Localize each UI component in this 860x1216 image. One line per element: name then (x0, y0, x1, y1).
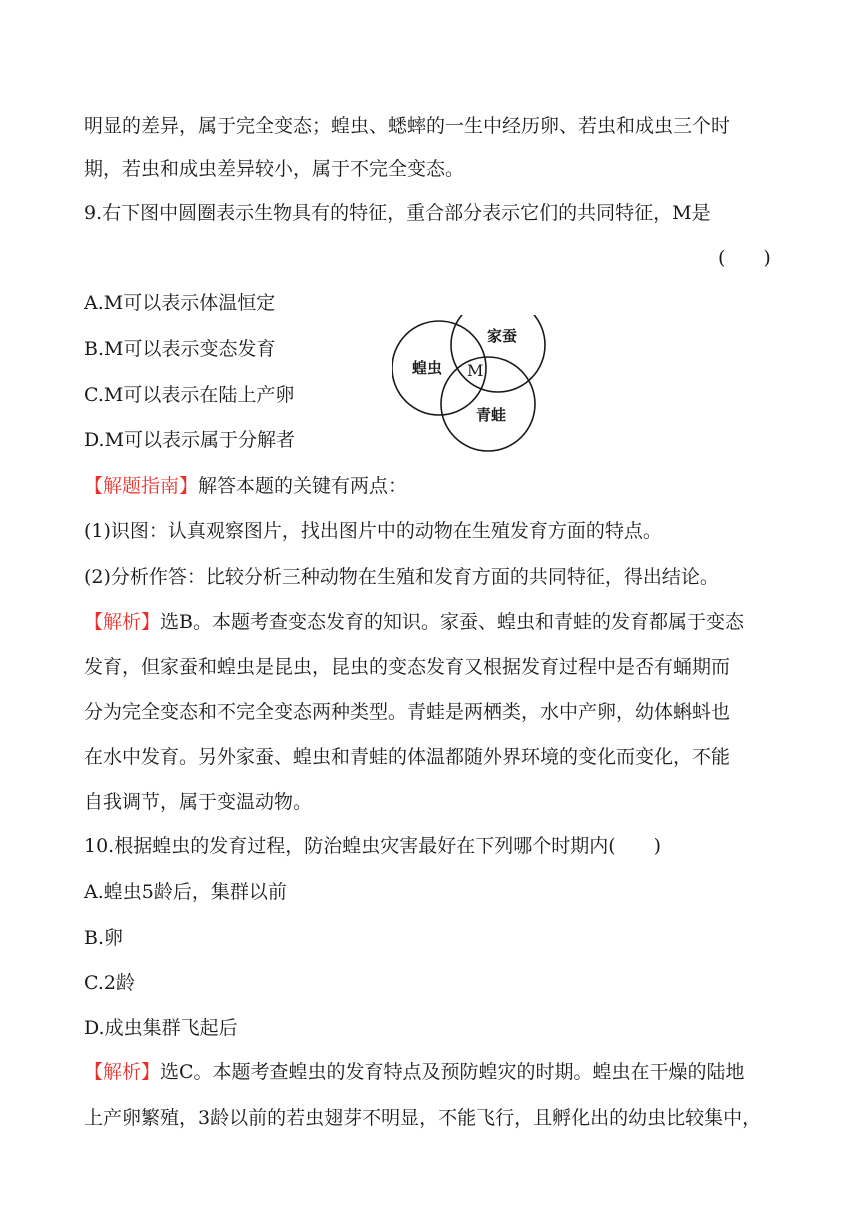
option-d: D.M可以表示属于分解者 (84, 429, 296, 451)
answer-paren: ( ) (718, 247, 771, 269)
guide-text: 解答本题的关键有两点： (198, 475, 408, 497)
option-b: B.卵 (84, 927, 124, 949)
analysis-tag: 【解析】 (84, 1061, 161, 1083)
frog-label: 青蛙 (476, 406, 507, 424)
text-line: 明显的差异，属于完全变态；蝗虫、蟋蟀的一生中经历卵、若虫和成虫三个时 (84, 115, 731, 137)
analysis-line (84, 1060, 745, 1084)
text-line: 期，若虫和成虫差异较小，属于不完全变态。 (84, 158, 465, 180)
question-10: 10.根据蝗虫的发育过程，防治蝗虫灾害最好在下列哪个时期内( ) (84, 835, 662, 857)
text-line: 在水中发育。另外家蚕、蝗虫和青蛙的体温都随外界环境的变化而变化，不能 (84, 746, 731, 768)
guide-tag: 【解题指南】 (84, 475, 199, 497)
analysis-tag: 【解析】 (84, 611, 161, 633)
analysis-text: 选C。本题考查蝗虫的发育特点及预防蝗灾的时期。蝗虫在干燥的陆地 (160, 1061, 745, 1083)
question-9: 9.右下图中圆圈表示生物具有的特征，重合部分表示它们的共同特征，M是 (84, 202, 711, 224)
text-line: 上产卵繁殖，3龄以前的若虫翅芽不明显，不能飞行，且孵化出的幼虫比较集中， (84, 1107, 762, 1129)
option-a: A.蝗虫5龄后，集群以前 (84, 881, 287, 903)
option-b: B.M可以表示变态发育 (84, 338, 276, 360)
silkworm-label: 家蚕 (487, 327, 518, 345)
option-d: D.成虫集群飞起后 (84, 1017, 238, 1039)
analysis-line (84, 610, 744, 634)
text-line: 发育，但家蚕和蝗虫是昆虫，昆虫的变态发育又根据发育过程中是否有蛹期而 (84, 656, 731, 678)
option-a: A.M可以表示体温恒定 (84, 292, 276, 314)
venn-diagram (392, 315, 552, 455)
option-c: C.M可以表示在陆上产卵 (84, 384, 295, 406)
frog-circle (441, 357, 535, 451)
text-line: (1)识图：认真观察图片，找出图片中的动物在生殖发育方面的特点。 (84, 520, 662, 542)
option-c: C.2龄 (84, 972, 135, 994)
text-line: (2)分析作答：比较分析三种动物在生殖和发育方面的共同特征，得出结论。 (84, 566, 719, 588)
center-label: M (467, 361, 484, 380)
text-line: 分为完全变态和不完全变态两种类型。青蛙是两栖类，水中产卵，幼体蝌蚪也 (84, 701, 731, 723)
guide-line (84, 474, 407, 498)
analysis-text: 选B。本题考查变态发育的知识。家蚕、蝗虫和青蛙的发育都属于变态 (160, 611, 744, 633)
locust-label: 蝗虫 (412, 359, 443, 377)
text-line: 自我调节，属于变温动物。 (84, 791, 313, 813)
